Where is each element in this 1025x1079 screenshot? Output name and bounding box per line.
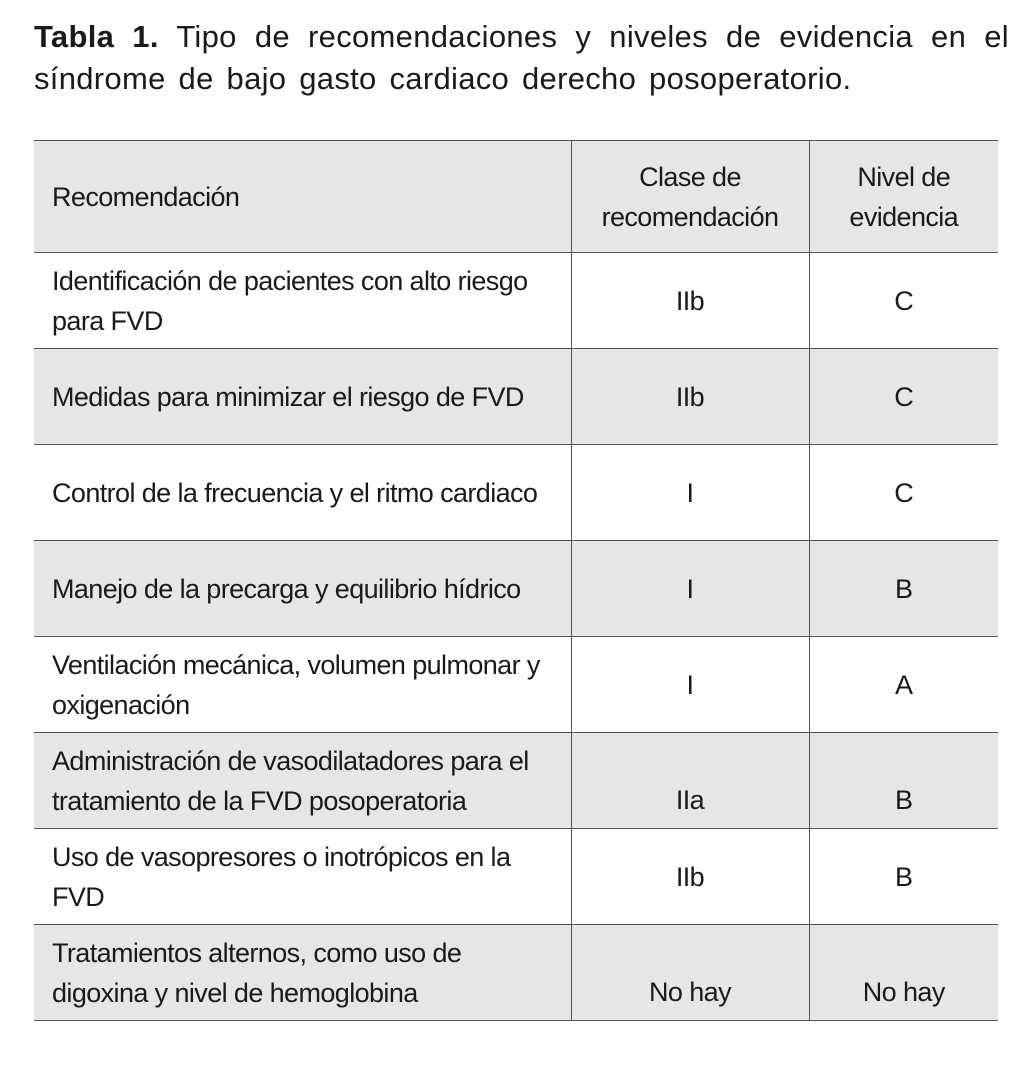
cell-nivel: C <box>809 253 998 349</box>
caption-label: Tabla 1. <box>34 19 159 54</box>
cell-clase: No hay <box>571 925 809 1021</box>
table-header-row <box>34 141 998 253</box>
cell-clase: I <box>571 541 809 637</box>
cell-nivel: B <box>809 733 998 829</box>
cell-recomendacion: Ventilación mecánica, volumen pulmonar y oxigenación <box>34 637 571 733</box>
cell-clase: IIa <box>571 733 809 829</box>
cell-recomendacion: Control de la frecuencia y el ritmo cardiaco <box>34 445 571 541</box>
cell-nivel: B <box>809 541 998 637</box>
cell-recomendacion: Uso de vasopresores o inotrópicos en la FVD <box>34 829 571 925</box>
cell-recomendacion: Identificación de pacientes con alto riesgo para FVD <box>34 253 571 349</box>
table-row <box>34 925 998 1021</box>
cell-nivel: B <box>809 829 998 925</box>
table-row <box>34 541 998 637</box>
cell-nivel: C <box>809 445 998 541</box>
cell-clase: IIb <box>571 253 809 349</box>
cell-clase: IIb <box>571 349 809 445</box>
table-row <box>34 445 998 541</box>
cell-clase: I <box>571 445 809 541</box>
cell-recomendacion: Manejo de la precarga y equilibrio hídrico <box>34 541 571 637</box>
cell-nivel: A <box>809 637 998 733</box>
cell-recomendacion: Medidas para minimizar el riesgo de FVD <box>34 349 571 445</box>
cell-nivel: C <box>809 349 998 445</box>
caption-text: Tipo de recomendaciones y niveles de evidencia en el síndrome de bajo gasto cardiaco derecho posoperatorio. <box>34 19 1009 96</box>
table-row <box>34 637 998 733</box>
cell-nivel: No hay <box>809 925 998 1021</box>
table-row <box>34 349 998 445</box>
table-row <box>34 253 998 349</box>
recommendations-table <box>34 140 998 1021</box>
cell-recomendacion: Tratamientos alternos, como uso de digoxina y nivel de hemoglobina <box>34 925 571 1021</box>
table-caption <box>34 16 1009 100</box>
cell-clase: IIb <box>571 829 809 925</box>
header-clase: Clase de recomendación <box>571 141 809 253</box>
cell-clase: I <box>571 637 809 733</box>
table-row <box>34 733 998 829</box>
table-row <box>34 829 998 925</box>
header-nivel: Nivel de evidencia <box>809 141 998 253</box>
cell-recomendacion: Administración de vasodilatadores para el tratamiento de la FVD posoperatoria <box>34 733 571 829</box>
header-recomendacion: Recomendación <box>34 141 571 253</box>
